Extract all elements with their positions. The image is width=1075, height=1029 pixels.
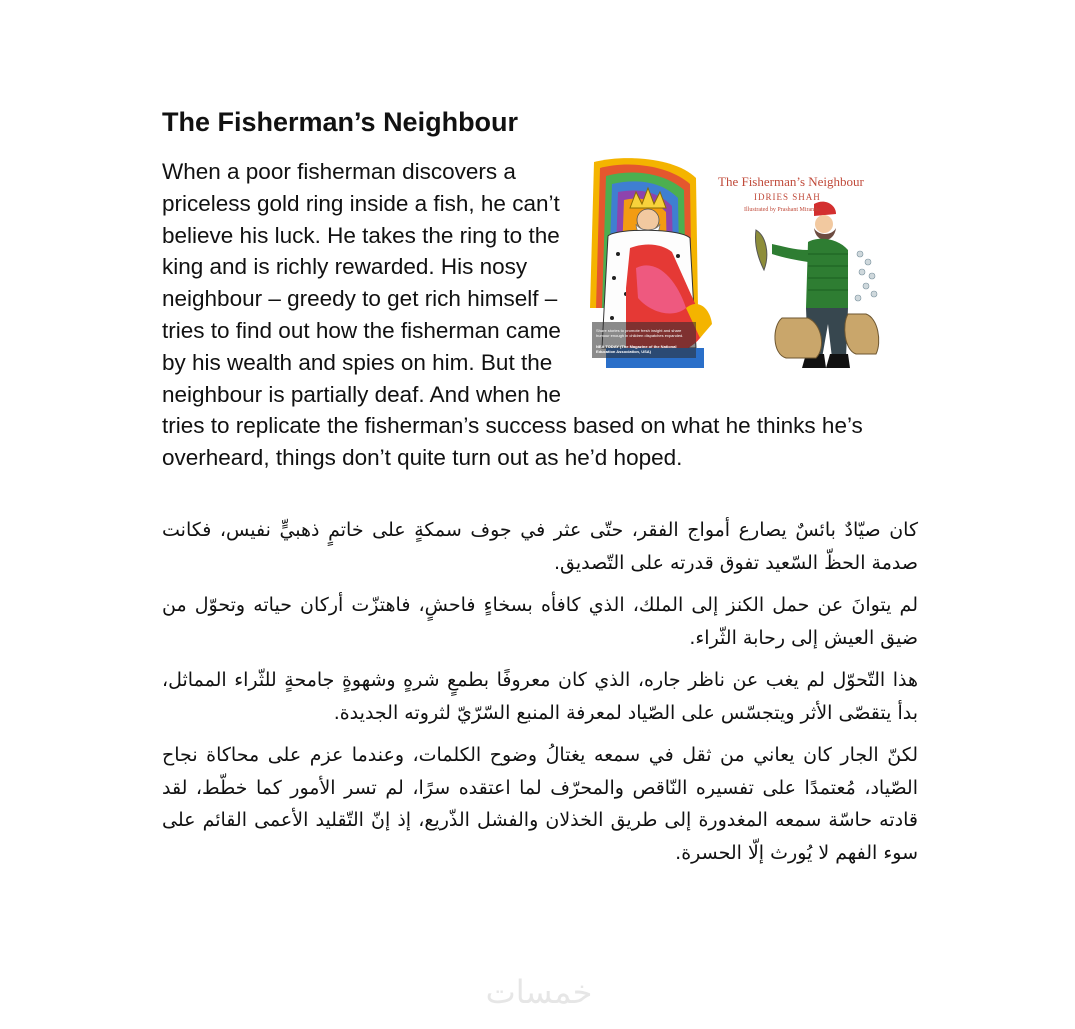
arabic-paragraph-1: كان صيّادٌ بائسٌ يصارع أمواج الفقر، حتّى عثر في جوف سمكةٍ على خاتمٍ ذهبيٍّ نفيس، فكانت صدمة الحظّ السّعيد تفوق قدرته على التّصديق. <box>162 519 918 574</box>
cover-author: IDRIES SHAH <box>754 192 821 202</box>
cover-quote: Share stories to promote fresh insight and share humour enough in children dispatches expanded. <box>596 328 684 338</box>
english-paragraph: When a poor fisherman discovers a priceless gold ring inside a fish, he can’t believe his luck. He takes the ring to the king and is richly rewarded. His nosy neighbour – greedy to get rich himself –tries to find out how the fisherman came by his wealth and spies on him. But the neighbour is partially deaf. And when he tries to replicate the fisherman’s success based on what he thinks he’s overheard, things don’t quite turn out as he’d hoped. <box>162 159 863 471</box>
arabic-paragraph-4: لكنّ الجار كان يعاني من ثقل في سمعه يغتالُ وضوح الكلمات، وعندما عزم على محاكاة نجاح الصّياد، مُعتمدًا على تفسيره النّاقص والمحرّف لما اعتقده سرًا، لم تسر الأمور كما خطّط، لقد قادته حاسّة سمعه المغدورة إلى طريق الخذلان والفشل الذّريع، إذ إنّ التّقليد الأعمى القائم على سوء الفهم لا يُورث إلّا الحسرة. <box>162 744 918 864</box>
book-cover-image <box>586 158 882 380</box>
watermark-logo: خمسات <box>485 973 593 1011</box>
arabic-paragraph-3: هذا التّحوّل لم يغب عن ناظر جاره، الذي كان معروفًا بطمعٍ شرهٍ وشهوةٍ جامحةٍ للثّراء المماثل، بدأ يتقصّى الأثر ويتجسّس على الصّياد لمعرفة المنبع السّرّيّ لثروته الجديدة. <box>162 669 918 724</box>
cover-title: The Fisherman’s Neighbour <box>718 174 864 189</box>
english-summary <box>162 156 882 474</box>
arabic-paragraph-2: لم يتوانَ عن حمل الكنز إلى الملك، الذي كافأه بسخاءٍ فاحشٍ، فاهتزّت أركان حياته وتحوّل من ضيق العيش إلى رحابة الثّراء. <box>162 594 918 649</box>
cover-quote-source: NEA TODAY (The Magazine of the National Education Association, USA) <box>596 344 677 354</box>
arabic-summary <box>162 514 918 879</box>
page-title: The Fisherman’s Neighbour <box>162 107 519 137</box>
cover-illustrator: Illustrated by Prashant Miranda <box>744 207 820 213</box>
